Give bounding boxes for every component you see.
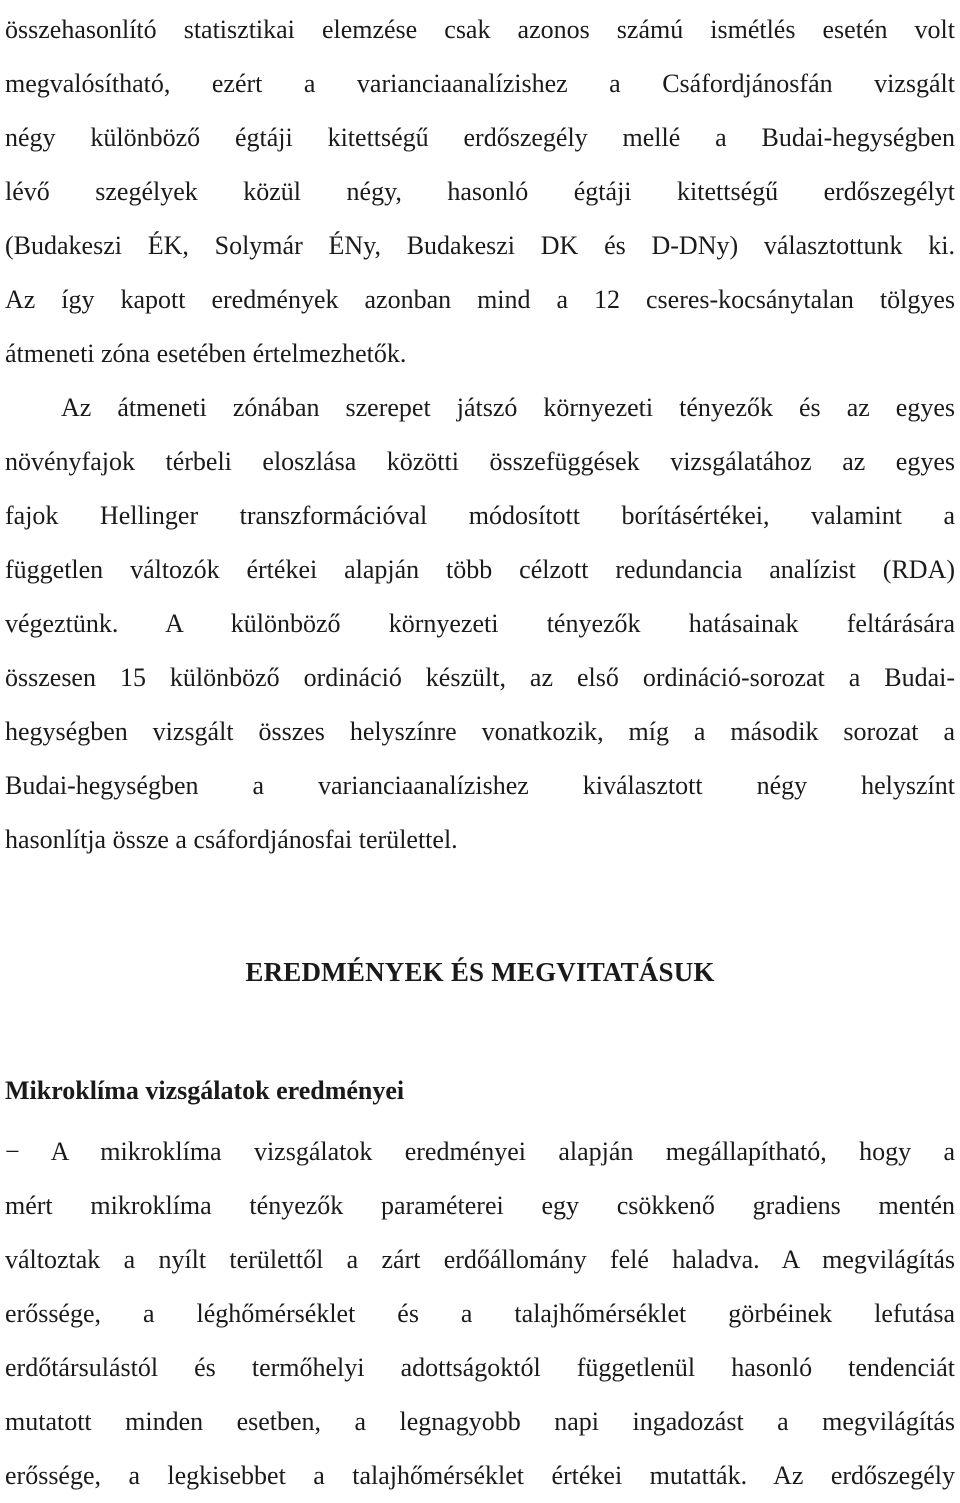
section-heading: EREDMÉNYEK ÉS MEGVITATÁSUK xyxy=(245,957,715,987)
paragraph-3 xyxy=(5,1125,955,1503)
text-line: fajok Hellinger transzformációval módosított borításértékei, valamint a xyxy=(5,501,955,530)
text-line: négy különböző égtáji kitettségű erdőszegély mellé a Budai-hegységben xyxy=(5,123,955,152)
text-line: összesen 15 különböző ordináció készült, az első ordináció-sorozat a Budai- xyxy=(5,663,955,692)
paragraph-1 xyxy=(5,3,955,381)
text-line: (Budakeszi ÉK, Solymár ÉNy, Budakeszi DK és D-DNy) választottunk ki. xyxy=(5,231,955,260)
text-line: mutatott minden esetben, a legnagyobb napi ingadozást a megvilágítás xyxy=(5,1407,955,1436)
text-line: növényfajok térbeli eloszlása közötti összefüggések vizsgálatához az egyes xyxy=(5,447,955,476)
text-line: összehasonlító statisztikai elemzése csak azonos számú ismétlés esetén volt xyxy=(5,15,955,44)
text-line: mért mikroklíma tényezők paraméterei egy csökkenő gradiens mentén xyxy=(5,1191,955,1220)
text-line: lévő szegélyek közül négy, hasonló égtáji kitettségű erdőszegélyt xyxy=(5,177,955,206)
text-line: Az így kapott eredmények azonban mind a 12 cseres-kocsánytalan tölgyes xyxy=(5,285,955,314)
text-line: Budai-hegységben a varianciaanalízishez kiválasztott négy helyszínt xyxy=(5,771,955,800)
text-line: erdőtársulástól és termőhelyi adottságoktól függetlenül hasonló tendenciát xyxy=(5,1353,955,1382)
text-line: erőssége, a legkisebbet a talajhőmérséklet értékei mutatták. Az erdőszegély xyxy=(5,1461,955,1490)
paragraph-2 xyxy=(5,381,955,867)
text-line: erőssége, a léghőmérséklet és a talajhőmérséklet görbéinek lefutása xyxy=(5,1299,955,1328)
text-line: hasonlítja össze a csáfordjánosfai területtel. xyxy=(5,825,458,854)
text-line: − A mikroklíma vizsgálatok eredményei alapján megállapítható, hogy a xyxy=(5,1137,955,1166)
text-line: hegységben vizsgált összes helyszínre vonatkozik, míg a második sorozat a xyxy=(5,717,955,746)
text-line: független változók értékei alapján több célzott redundancia analízist (RDA) xyxy=(5,555,955,584)
text-line: végeztünk. A különböző környezeti tényezők hatásainak feltárására xyxy=(5,609,955,638)
text-line: megvalósítható, ezért a varianciaanalízishez a Csáfordjánosfán vizsgált xyxy=(5,69,955,98)
text-line: Az átmeneti zónában szerepet játszó környezeti tényezők és az egyes xyxy=(61,393,955,422)
document-page xyxy=(5,3,955,867)
subsection-heading: Mikroklíma vizsgálatok eredményei xyxy=(5,1076,405,1105)
text-line: változtak a nyílt területtől a zárt erdőállomány felé haladva. A megvilágítás xyxy=(5,1245,955,1274)
text-line: átmeneti zóna esetében értelmezhetők. xyxy=(5,339,407,368)
